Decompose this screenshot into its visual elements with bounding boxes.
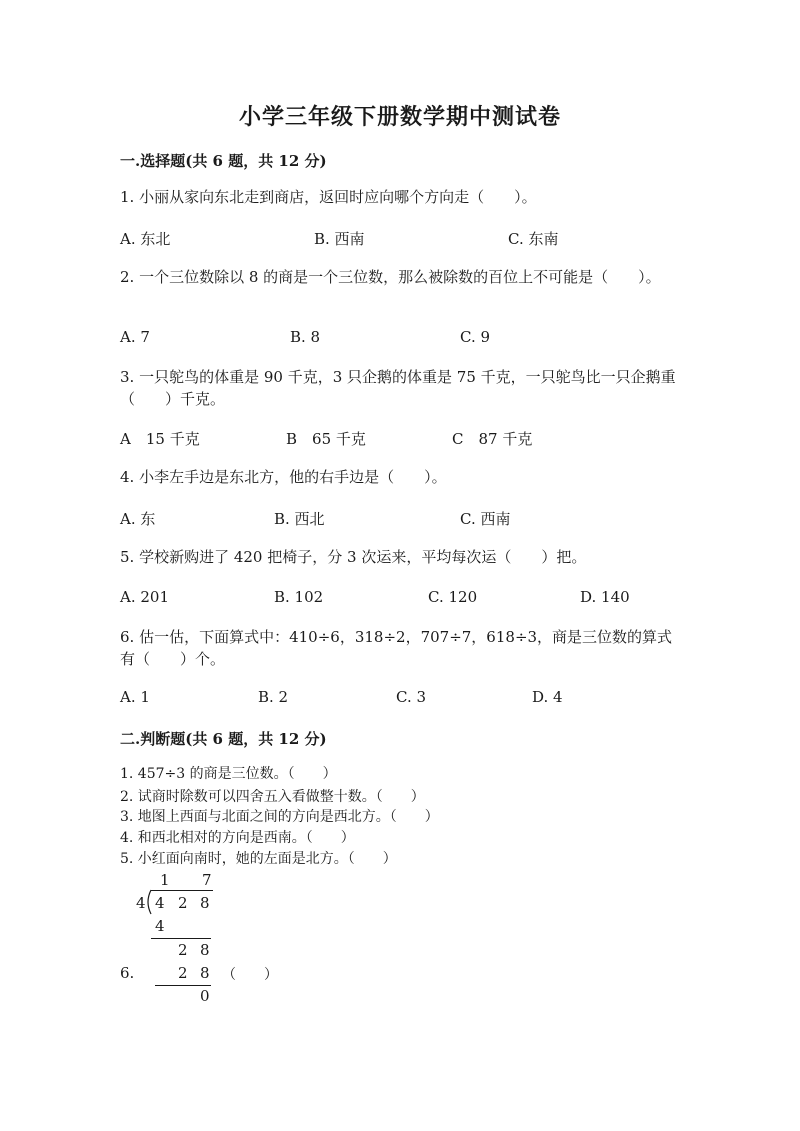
judge-item-5: 5. 小红面向南时，她的左面是北方。（ ） (120, 851, 397, 867)
dividend-digit: 4 (155, 894, 165, 912)
section-heading-choice: 一.选择题(共 6 题，共 12 分) (120, 152, 327, 170)
question-6: 6. 估一估，下面算式中：410÷6，318÷2，707÷7，618÷3，商是三位数的算式有（ ）个。 (120, 628, 673, 668)
judge-item-4: 4. 和西北相对的方向是西南。（ ） (120, 830, 355, 846)
quotient-digit: 1 (160, 871, 170, 889)
step-product-digit: 8 (200, 964, 210, 982)
q2-option-a: A. 7 (120, 328, 150, 346)
q1-option-c: C. 东南 (508, 230, 559, 248)
quotient-digit: 7 (202, 871, 212, 889)
dividend-digit: 2 (178, 894, 188, 912)
judge-item-2: 2. 试商时除数可以四舍五入看做整十数。（ ） (120, 789, 425, 805)
step-remainder-digit: 2 (178, 941, 188, 959)
question-4: 4. 小李左手边是东北方，他的右手边是（ ）。 (120, 468, 447, 486)
final-remainder: 0 (200, 987, 210, 1005)
q3-option-b: B 65 千克 (286, 430, 366, 448)
q5-option-d: D. 140 (580, 588, 630, 606)
step-line (155, 985, 211, 986)
q5-option-c: C. 120 (428, 588, 478, 606)
q2-option-b: B. 8 (290, 328, 321, 346)
q4-option-b: B. 西北 (274, 510, 325, 528)
step-product: 4 (155, 917, 165, 935)
q4-option-c: C. 西南 (460, 510, 511, 528)
q6-option-b: B. 2 (258, 688, 289, 706)
item-6-number: 6. (120, 964, 135, 982)
section-heading-judge: 二.判断题(共 6 题，共 12 分) (120, 730, 327, 748)
q1-option-a: A. 东北 (120, 230, 171, 248)
q3-option-c: C 87 千克 (452, 430, 533, 448)
judge-item-3: 3. 地图上西面与北面之间的方向是西北方。（ ） (120, 809, 439, 825)
step-product-digit: 2 (178, 964, 188, 982)
question-3: 3. 一只鸵鸟的体重是 90 千克，3 只企鹅的体重是 75 千克，一只鸵鸟比一只企鹅重（ ）千克。 (120, 368, 676, 408)
judge-item-1: 1. 457÷3 的商是三位数。（ ） (120, 766, 337, 782)
step-line (151, 938, 211, 939)
q3-option-a: A 15 千克 (120, 430, 200, 448)
question-2: 2. 一个三位数除以 8 的商是一个三位数，那么被除数的百位上不可能是（ ）。 (120, 268, 661, 286)
q6-option-a: A. 1 (120, 688, 150, 706)
q1-option-b: B. 西南 (314, 230, 365, 248)
q6-option-c: C. 3 (396, 688, 427, 706)
judge-blank: （ ） (222, 967, 278, 983)
page-title: 小学三年级下册数学期中测试卷 (238, 104, 561, 130)
q5-option-b: B. 102 (274, 588, 324, 606)
dividend-digit: 8 (200, 894, 210, 912)
question-5: 5. 学校新购进了 420 把椅子，分 3 次运来，平均每次运（ ）把。 (120, 548, 587, 566)
divisor: 4 (136, 894, 146, 912)
q4-option-a: A. 东 (120, 510, 156, 528)
step-remainder-digit: 8 (200, 941, 210, 959)
q6-option-d: D. 4 (532, 688, 563, 706)
division-bar (151, 890, 213, 891)
question-1: 1. 小丽从家向东北走到商店，返回时应向哪个方向走（ ）。 (120, 188, 537, 206)
q2-option-c: C. 9 (460, 328, 491, 346)
q5-option-a: A. 201 (120, 588, 169, 606)
